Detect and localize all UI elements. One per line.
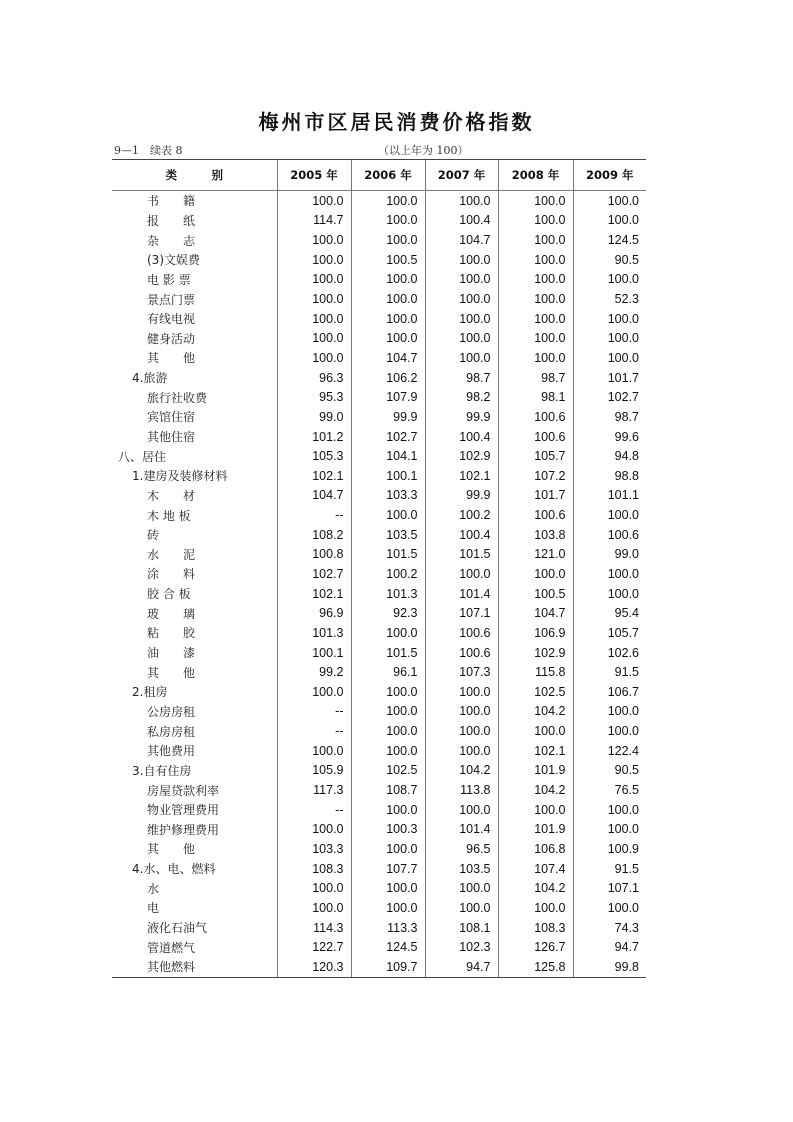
table-row [112, 937, 646, 957]
row-label: 木 材 [147, 488, 196, 503]
row-value: 109.7 [351, 957, 425, 977]
row-label: 私房房租 [147, 724, 196, 739]
header-year: 2006 年 [351, 160, 425, 191]
header-row [112, 160, 646, 191]
row-value: 103.5 [351, 525, 425, 545]
row-value: 96.1 [351, 662, 425, 682]
row-value: 103.3 [351, 486, 425, 506]
row-label: 4.旅游 [132, 371, 168, 386]
header-year: 2009 年 [573, 160, 646, 191]
row-label: (3)文娱费 [147, 253, 200, 268]
row-value: 101.9 [498, 761, 573, 781]
table-row [112, 662, 646, 682]
row-value: 100.5 [498, 584, 573, 604]
row-value: 121.0 [498, 545, 573, 565]
row-label: 其他住宿 [147, 430, 196, 444]
row-label: 景点门票 [147, 292, 196, 307]
row-value: 105.7 [573, 623, 646, 643]
row-value: 100.0 [498, 800, 573, 820]
row-label: 3.自有住房 [132, 763, 192, 778]
row-value: 107.2 [498, 466, 573, 486]
row-value: 107.1 [425, 603, 498, 623]
row-value: 102.1 [277, 466, 351, 486]
table-row [112, 623, 646, 643]
table-row [112, 211, 646, 231]
row-value: 99.0 [573, 545, 646, 565]
row-label: 其 他 [147, 351, 196, 366]
row-value: 105.3 [277, 446, 351, 466]
row-value: 99.8 [573, 957, 646, 977]
row-value: 103.5 [425, 859, 498, 879]
row-value: 107.7 [351, 859, 425, 879]
table-row [112, 839, 646, 859]
row-value: 94.7 [425, 957, 498, 977]
row-value: 106.2 [351, 368, 425, 388]
row-value: 90.5 [573, 250, 646, 270]
row-label: 油 漆 [147, 646, 196, 661]
row-value: 100.0 [573, 721, 646, 741]
row-value: 107.9 [351, 387, 425, 407]
row-value: 100.0 [498, 564, 573, 584]
row-value: 100.0 [498, 348, 573, 368]
row-value: 100.0 [351, 800, 425, 820]
row-value: 95.4 [573, 603, 646, 623]
row-value: 107.3 [425, 662, 498, 682]
row-value: 100.0 [351, 505, 425, 525]
row-value: 113.8 [425, 780, 498, 800]
row-value: 100.0 [573, 270, 646, 290]
row-value: 100.0 [351, 741, 425, 761]
row-label: 维护修理费用 [147, 822, 220, 837]
row-value: 104.2 [498, 780, 573, 800]
row-value: 107.4 [498, 859, 573, 879]
row-value: 100.0 [498, 328, 573, 348]
row-value: 99.9 [425, 486, 498, 506]
row-value: 100.0 [351, 702, 425, 722]
row-value: 100.0 [425, 898, 498, 918]
table-row [112, 918, 646, 938]
row-value: 102.7 [573, 387, 646, 407]
row-value: 98.7 [498, 368, 573, 388]
row-value: 101.2 [277, 427, 351, 447]
row-label: 有线电视 [147, 312, 196, 327]
row-value: 125.8 [498, 957, 573, 977]
row-value: 100.0 [573, 348, 646, 368]
row-value: 104.2 [498, 702, 573, 722]
row-value: 100.0 [498, 211, 573, 231]
table-row [112, 407, 646, 427]
row-value: 98.1 [498, 387, 573, 407]
row-label: 水 [147, 881, 160, 896]
row-value: 105.7 [498, 446, 573, 466]
row-label: 公房房租 [147, 704, 196, 719]
row-value: 100.0 [498, 270, 573, 290]
row-value: 102.9 [425, 446, 498, 466]
row-label: 木 地 板 [147, 508, 191, 523]
row-value: 102.3 [425, 937, 498, 957]
row-value: 101.7 [498, 486, 573, 506]
row-value: 114.3 [277, 918, 351, 938]
row-value: 100.0 [425, 270, 498, 290]
row-value: 100.0 [351, 878, 425, 898]
row-value: 100.0 [351, 721, 425, 741]
row-value: 100.0 [277, 309, 351, 329]
table-row [112, 427, 646, 447]
row-label: 粘 胶 [147, 626, 196, 641]
row-value: 100.0 [277, 820, 351, 840]
table-row [112, 859, 646, 879]
table-row [112, 702, 646, 722]
row-value: 101.9 [498, 820, 573, 840]
row-value: 100.4 [425, 211, 498, 231]
row-value: 90.5 [573, 761, 646, 781]
row-value: 100.0 [573, 328, 646, 348]
row-value: 100.0 [351, 230, 425, 250]
row-value: 99.9 [351, 407, 425, 427]
row-value: 100.6 [498, 407, 573, 427]
row-value: 99.9 [425, 407, 498, 427]
table-row [112, 898, 646, 918]
table-row [112, 957, 646, 977]
row-value: 102.1 [277, 584, 351, 604]
row-value: 122.4 [573, 741, 646, 761]
base-note: （以上年为 100） [378, 144, 469, 157]
row-value: 100.0 [425, 348, 498, 368]
table-row [112, 446, 646, 466]
row-value: 124.5 [351, 937, 425, 957]
row-value: 100.0 [498, 230, 573, 250]
row-value: 74.3 [573, 918, 646, 938]
row-label: 4.水、电、燃料 [132, 862, 216, 877]
row-value: 100.0 [498, 898, 573, 918]
row-value: 101.5 [425, 545, 498, 565]
row-value: 114.7 [277, 211, 351, 231]
table-row [112, 564, 646, 584]
row-value: 100.0 [277, 348, 351, 368]
row-value: 100.0 [351, 623, 425, 643]
row-value: 100.2 [351, 564, 425, 584]
row-label: 2.租房 [132, 685, 168, 700]
header-year: 2007 年 [425, 160, 498, 191]
table-row [112, 682, 646, 702]
row-value: 100.0 [425, 250, 498, 270]
table-row [112, 270, 646, 290]
header-year: 2008 年 [498, 160, 573, 191]
row-label: 管道燃气 [147, 940, 196, 955]
row-value: 100.1 [277, 643, 351, 663]
row-value: 100.0 [573, 584, 646, 604]
row-value: 104.7 [498, 603, 573, 623]
row-label: 电 [147, 901, 160, 916]
row-value: 100.0 [277, 270, 351, 290]
row-value: 100.5 [351, 250, 425, 270]
row-value: 100.0 [425, 741, 498, 761]
table-row [112, 250, 646, 270]
row-value: 100.0 [277, 741, 351, 761]
row-value: 100.0 [425, 878, 498, 898]
row-value: 100.6 [498, 427, 573, 447]
row-value: 99.6 [573, 427, 646, 447]
row-value: 106.8 [498, 839, 573, 859]
row-value: 100.0 [498, 721, 573, 741]
table-row [112, 721, 646, 741]
row-value: 100.0 [425, 191, 498, 211]
row-value: 102.7 [351, 427, 425, 447]
row-value: 100.0 [277, 230, 351, 250]
row-value: 91.5 [573, 859, 646, 879]
row-value: 98.8 [573, 466, 646, 486]
table-row [112, 741, 646, 761]
row-value: 99.2 [277, 662, 351, 682]
table-id: 9—1 续表 8 [114, 144, 183, 157]
table-row [112, 230, 646, 250]
table-row [112, 368, 646, 388]
row-value: 103.3 [277, 839, 351, 859]
header-category: 类 别 [112, 160, 277, 191]
row-value: 100.0 [351, 309, 425, 329]
row-value: 100.0 [573, 702, 646, 722]
row-label: 八、居住 [118, 449, 167, 464]
row-value: 100.6 [425, 643, 498, 663]
row-value: 108.7 [351, 780, 425, 800]
row-value: 100.0 [498, 191, 573, 211]
row-value: 92.3 [351, 603, 425, 623]
row-value: 98.7 [573, 407, 646, 427]
row-value: 102.5 [351, 761, 425, 781]
row-value: 102.9 [498, 643, 573, 663]
row-value: 100.4 [425, 525, 498, 545]
row-value: 126.7 [498, 937, 573, 957]
table-row [112, 289, 646, 309]
row-value: 100.0 [277, 898, 351, 918]
row-value: 100.6 [425, 623, 498, 643]
table-row [112, 387, 646, 407]
table-row [112, 486, 646, 506]
row-value: 100.0 [277, 191, 351, 211]
row-value: 101.7 [573, 368, 646, 388]
row-value: 100.0 [425, 682, 498, 702]
row-value: 96.9 [277, 603, 351, 623]
table-row [112, 328, 646, 348]
row-value: 100.0 [573, 191, 646, 211]
table-row [112, 878, 646, 898]
row-value: 122.7 [277, 937, 351, 957]
row-value: -- [277, 800, 351, 820]
row-value: 100.0 [498, 289, 573, 309]
row-value: 100.0 [277, 328, 351, 348]
row-value: 100.0 [498, 250, 573, 270]
table-row [112, 191, 646, 211]
row-value: 100.8 [277, 545, 351, 565]
row-value: 100.0 [425, 309, 498, 329]
row-value: 101.4 [425, 820, 498, 840]
row-label: 1.建房及装修材料 [132, 469, 228, 484]
row-value: 91.5 [573, 662, 646, 682]
row-value: 98.2 [425, 387, 498, 407]
table-row [112, 309, 646, 329]
row-value: 100.0 [425, 702, 498, 722]
row-value: 100.2 [425, 505, 498, 525]
table-row [112, 545, 646, 565]
row-value: 101.3 [277, 623, 351, 643]
row-value: 104.2 [425, 761, 498, 781]
row-value: 100.0 [277, 289, 351, 309]
row-label: 宾馆住宿 [147, 410, 196, 425]
cpi-table [112, 159, 646, 978]
row-value: 95.3 [277, 387, 351, 407]
row-label: 液化石油气 [147, 921, 208, 936]
row-value: 100.0 [351, 898, 425, 918]
row-label: 玻 璃 [147, 606, 196, 621]
row-value: 100.4 [425, 427, 498, 447]
row-label: 水 泥 [147, 547, 196, 562]
row-value: 108.2 [277, 525, 351, 545]
row-value: 100.0 [573, 898, 646, 918]
row-value: 100.0 [351, 211, 425, 231]
row-label: 书 籍 [147, 194, 196, 209]
row-value: 100.0 [351, 839, 425, 859]
row-value: 108.3 [498, 918, 573, 938]
row-label: 房屋贷款利率 [147, 783, 220, 798]
row-value: 107.1 [573, 878, 646, 898]
row-value: 98.7 [425, 368, 498, 388]
row-value: 100.1 [351, 466, 425, 486]
row-label: 其他燃料 [112, 957, 277, 977]
table-row [112, 603, 646, 623]
row-value: 52.3 [573, 289, 646, 309]
row-value: 100.6 [498, 505, 573, 525]
row-value: 102.6 [573, 643, 646, 663]
row-value: 106.7 [573, 682, 646, 702]
table-row [112, 800, 646, 820]
row-value: 100.0 [351, 682, 425, 702]
table-row [112, 761, 646, 781]
row-value: -- [277, 721, 351, 741]
row-value: 120.3 [277, 957, 351, 977]
row-label: 健身活动 [147, 331, 196, 346]
row-value: 124.5 [573, 230, 646, 250]
table-row [112, 780, 646, 800]
row-value: 76.5 [573, 780, 646, 800]
table-row [112, 505, 646, 525]
row-value: 101.4 [425, 584, 498, 604]
row-value: 100.0 [573, 211, 646, 231]
row-label: 砖 [147, 528, 160, 543]
row-label: 报 纸 [147, 213, 196, 228]
row-value: 100.0 [425, 289, 498, 309]
row-value: 100.0 [277, 250, 351, 270]
row-value: -- [277, 702, 351, 722]
row-value: 100.0 [277, 878, 351, 898]
row-label: 涂 料 [147, 567, 196, 582]
row-value: 94.8 [573, 446, 646, 466]
row-value: 102.1 [498, 741, 573, 761]
row-value: 100.0 [425, 328, 498, 348]
row-value: 100.0 [351, 191, 425, 211]
row-value: 102.5 [498, 682, 573, 702]
table-row [112, 820, 646, 840]
row-value: 108.3 [277, 859, 351, 879]
row-label: 其 他 [147, 842, 196, 857]
row-value: 102.1 [425, 466, 498, 486]
row-value: 96.3 [277, 368, 351, 388]
row-label: 其 他 [147, 665, 196, 680]
row-value: 104.7 [277, 486, 351, 506]
row-value: 100.0 [277, 682, 351, 702]
row-label: 物业管理费用 [147, 803, 220, 818]
row-value: 100.0 [573, 505, 646, 525]
row-value: 100.0 [351, 270, 425, 290]
table-row [112, 466, 646, 486]
row-value: 102.7 [277, 564, 351, 584]
row-label: 旅行社收费 [147, 390, 208, 405]
row-value: 100.0 [425, 721, 498, 741]
row-value: 100.0 [351, 328, 425, 348]
row-value: 103.8 [498, 525, 573, 545]
table-row [112, 348, 646, 368]
row-value: 96.5 [425, 839, 498, 859]
row-value: 105.9 [277, 761, 351, 781]
row-label: 胶 合 板 [147, 587, 191, 602]
row-label: 杂 志 [147, 233, 196, 248]
row-value: 101.5 [351, 545, 425, 565]
row-value: 104.7 [425, 230, 498, 250]
row-label: 电 影 票 [147, 272, 191, 287]
row-value: 100.0 [573, 800, 646, 820]
row-value: 104.1 [351, 446, 425, 466]
row-value: 101.1 [573, 486, 646, 506]
row-value: 100.0 [573, 309, 646, 329]
row-value: 100.0 [573, 820, 646, 840]
row-value: 100.0 [351, 289, 425, 309]
table-row [112, 643, 646, 663]
table-row [112, 584, 646, 604]
row-value: 100.0 [425, 564, 498, 584]
row-value: 100.0 [573, 564, 646, 584]
row-value: 106.9 [498, 623, 573, 643]
row-value: 101.5 [351, 643, 425, 663]
row-value: 108.1 [425, 918, 498, 938]
row-value: 100.0 [498, 309, 573, 329]
row-value: 115.8 [498, 662, 573, 682]
row-value: 117.3 [277, 780, 351, 800]
page-title: 梅州市区居民消费价格指数 [258, 110, 535, 134]
row-value: 100.6 [573, 525, 646, 545]
row-value: 104.7 [351, 348, 425, 368]
row-value: 100.9 [573, 839, 646, 859]
row-value: 104.2 [498, 878, 573, 898]
row-value: 100.3 [351, 820, 425, 840]
row-value: -- [277, 505, 351, 525]
row-value: 101.3 [351, 584, 425, 604]
row-label: 其他费用 [147, 744, 196, 759]
header-year: 2005 年 [277, 160, 351, 191]
row-value: 100.0 [425, 800, 498, 820]
row-value: 113.3 [351, 918, 425, 938]
row-value: 94.7 [573, 937, 646, 957]
row-value: 99.0 [277, 407, 351, 427]
table-row [112, 525, 646, 545]
